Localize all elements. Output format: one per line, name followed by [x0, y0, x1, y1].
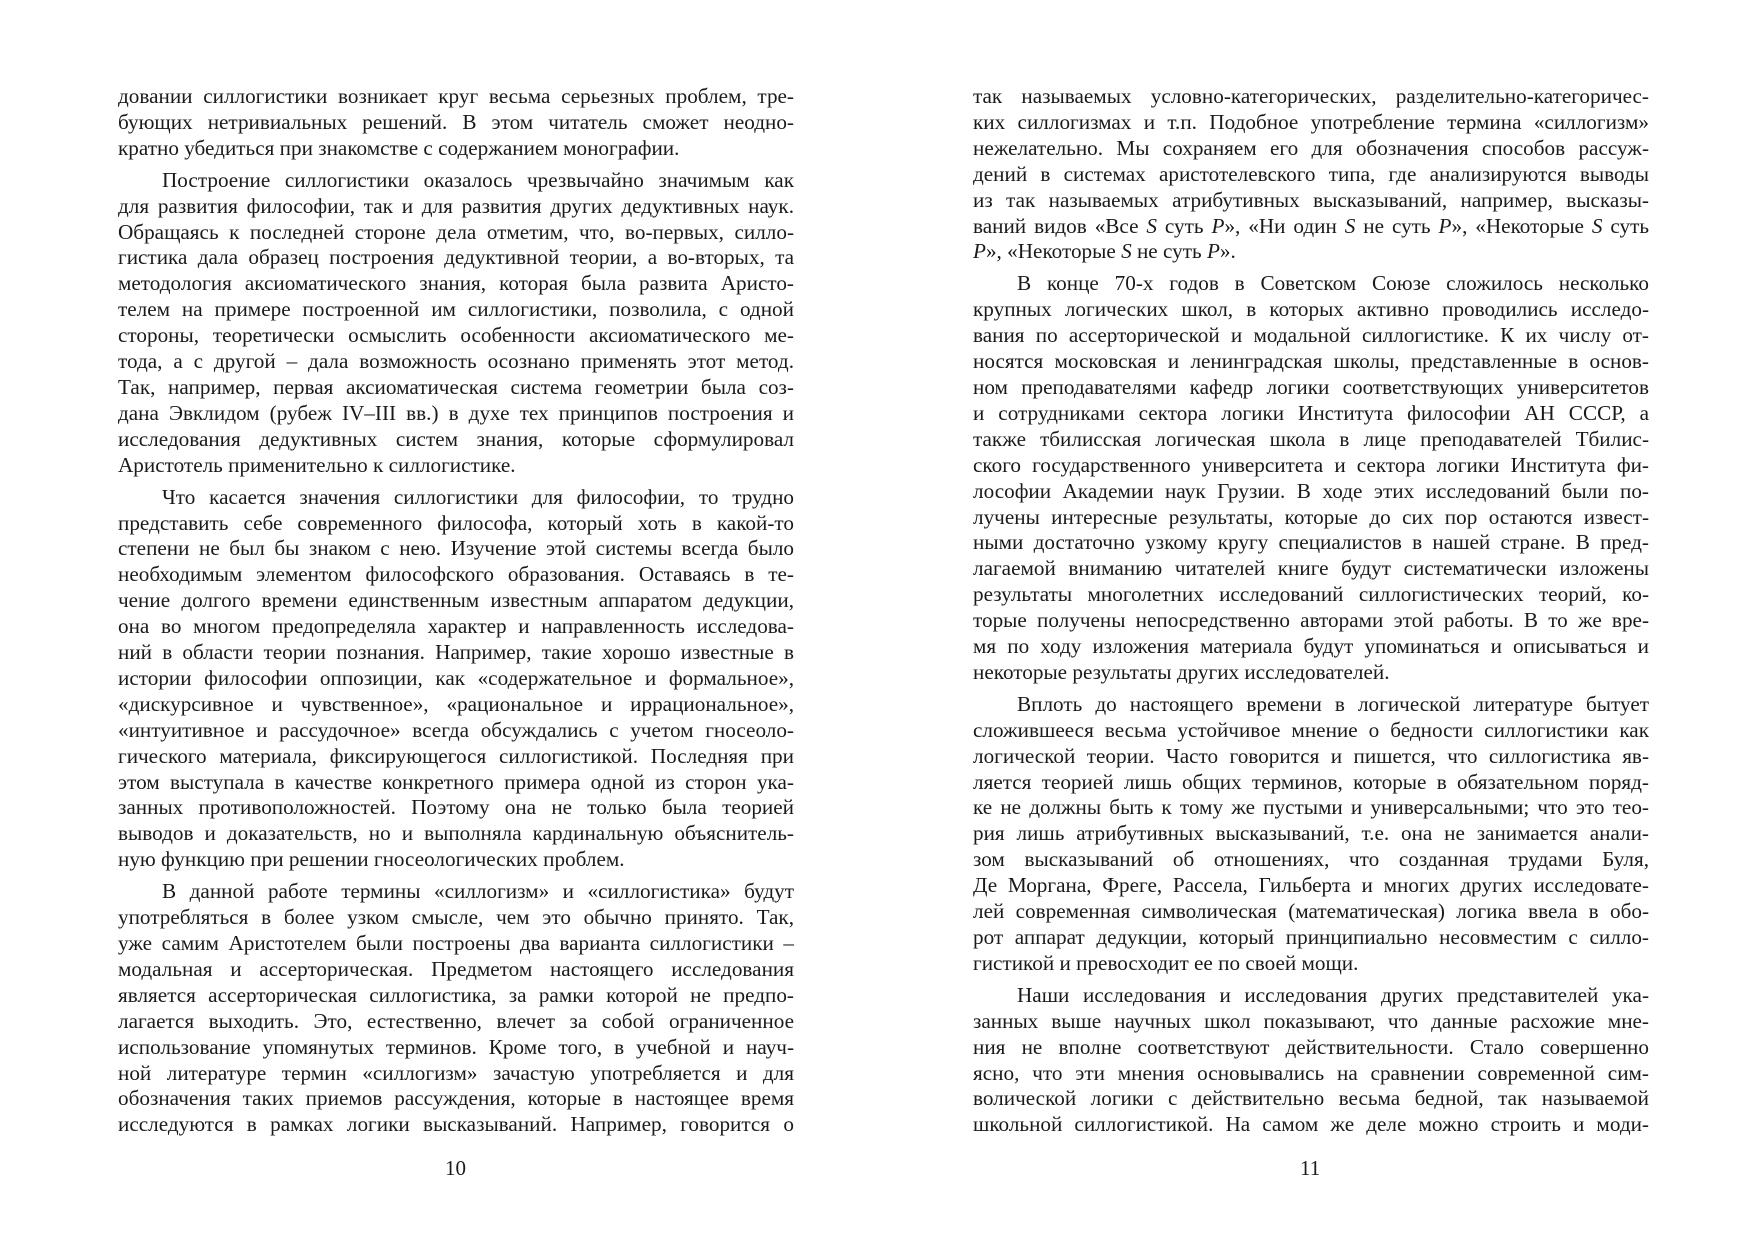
text-line: является ассерторическая силлогистика, за рамки которой не предпо- — [118, 982, 794, 1007]
text-line: Обращаясь к последней стороне дела отметим, что, во-первых, силло- — [118, 219, 794, 244]
paragraph — [973, 692, 1649, 977]
text-line: представить себе современного философа, который хоть в какой-то — [118, 510, 794, 535]
text-line: так называемых условно-категорических, разделительно-категоричес- — [973, 84, 1649, 108]
text-line: стороны, теоретически осмыслить особенности аксиоматического ме- — [118, 323, 794, 348]
text-line: ке не должны быть к тому же пустыми и универсальными; что это тео- — [973, 795, 1649, 820]
text-line: из так называемых атрибутивных высказываний, например, высказы- — [973, 187, 1649, 212]
text-line: вания по ассерторической и модальной силлогистике. К их числу от- — [973, 323, 1649, 348]
text-line: ского государственного университета и сектора логики Института фи- — [973, 452, 1649, 477]
text-line: кратно убедиться при знакомстве с содержанием монографии. — [118, 135, 680, 160]
text-line: нежелательно. Мы сохраняем его для обозначения способов рассуж- — [973, 135, 1649, 160]
text-line: «дискурсивное и чувственное», «рациональное и иррациональное», — [118, 691, 794, 716]
text-line: ными достаточно узкому кругу специалистов в нашей стране. В пред- — [973, 530, 1649, 555]
text-line: употребляться в более узком смысле, чем это обычно принято. Так, — [118, 905, 794, 930]
text-line: этом выступала в качестве конкретного примера одной из сторон ука- — [118, 769, 794, 794]
text-line: Что касается значения силлогистики для философии, то трудно — [162, 484, 794, 509]
text-line: ких силлогизмах и т.п. Подобное употребление термина «силлогизм» — [973, 109, 1649, 134]
text-line: логической теории. Часто говорится и пишется, что силлогистика яв- — [973, 743, 1649, 768]
paragraph — [973, 983, 1649, 1138]
text-line: выводов и доказательств, но и выполняла кардинальную объяснитель- — [118, 821, 794, 846]
text-line: чение долгого времени единственным известным аппаратом дедукции, — [118, 588, 794, 613]
text-line: исследуются в рамках логики высказываний. Например, говорится о — [118, 1112, 794, 1137]
text-line: волической логики с действительно весьма бедной, так называемой — [973, 1086, 1649, 1111]
text-line: гистика дала образец построения дедуктивной теории, а во-вторых, та — [118, 245, 794, 270]
text-line: модальная и ассерторическая. Предметом настоящего исследования — [118, 956, 794, 981]
text-line: ваний видов «Все S суть P», «Ни один S не суть P», «Некоторые S суть — [973, 213, 1649, 238]
text-line: школьной силлогистикой. На самом же деле можно строить и моди- — [973, 1112, 1649, 1137]
text-line: Аристотель применительно к силлогистике. — [118, 452, 516, 477]
text-line: использование упомянутых терминов. Кроме того, в учебной и науч- — [118, 1034, 794, 1059]
text-line: Вплоть до настоящего времени в логической литературе бытует — [1017, 691, 1649, 716]
paragraph — [973, 84, 1649, 265]
text-line: торые получены непосредственно авторами этой работы. В то же вре- — [973, 608, 1649, 633]
text-line: истории философии оппозиции, как «содержательное и формальное», — [118, 665, 794, 690]
text-line: телем на примере построенной им силлогистики, позволила, с одной — [118, 297, 794, 322]
page-number-right: 11 — [1300, 1156, 1321, 1180]
text-line: ную функцию при решении гносеологических проблем. — [118, 847, 625, 872]
text-line: В данной работе термины «силлогизм» и «силлогистика» будут — [162, 879, 794, 904]
text-line: сложившееся весьма устойчивое мнение о бедности силлогистики как — [973, 717, 1649, 742]
text-line: занных противоположностей. Поэтому она не только была теорией — [118, 795, 794, 820]
text-line: лософии Академии наук Грузии. В ходе этих исследований были по- — [973, 478, 1649, 503]
right-page — [973, 84, 1649, 1138]
text-line: ляется теорией лишь общих терминов, которые в обязательном поряд- — [973, 769, 1649, 794]
text-line: дана Эвклидом (рубеж IV–III вв.) в духе тех принципов построения и — [118, 400, 794, 425]
text-line: гического материала, фиксирующегося силлогистикой. Последняя при — [118, 743, 794, 768]
text-line: Построение силлогистики оказалось чрезвычайно значимым как — [162, 167, 794, 192]
text-line: мя по ходу изложения материала будут упоминаться и описываться и — [973, 634, 1649, 659]
text-line: крупных логических школ, в которых активно проводились исследо- — [973, 297, 1649, 322]
paragraph — [973, 271, 1649, 686]
text-line: необходимым элементом философского образования. Оставаясь в те- — [118, 562, 794, 587]
text-line: результаты многолетних исследований силлогистических теорий, ко- — [973, 582, 1649, 607]
text-line: уже самим Аристотелем были построены два варианта силлогистики – — [118, 931, 794, 955]
text-line: лучены интересные результаты, которые до сих пор остаются извест- — [973, 504, 1649, 529]
text-line: дений в системах аристотелевского типа, где анализируются выводы — [973, 161, 1649, 186]
text-line: Де Моргана, Фреге, Рассела, Гильберта и многих других исследовате- — [973, 873, 1649, 898]
paragraph — [118, 485, 794, 874]
text-line: Так, например, первая аксиоматическая система геометрии была соз- — [118, 374, 794, 399]
text-line: и сотрудниками сектора логики Института философии АН СССР, а — [973, 400, 1649, 425]
text-line: исследования дедуктивных систем знания, которые сформулировал — [118, 426, 794, 451]
text-line: зом высказываний об отношениях, что созданная трудами Буля, — [973, 847, 1649, 872]
page-number-left: 10 — [445, 1156, 466, 1180]
text-line: методология аксиоматического знания, которая была развита Аристо- — [118, 271, 794, 296]
text-line: некоторые результаты других исследователей. — [973, 659, 1390, 684]
paragraph — [118, 879, 794, 1138]
text-line: лагается выходить. Это, естественно, влечет за собой ограниченное — [118, 1008, 794, 1033]
text-line: она во многом предопределяла характер и направленность исследова- — [118, 614, 794, 639]
text-line: P», «Некоторые S не суть P». — [973, 239, 1236, 264]
text-line: ясно, что эти мнения основывались на сравнении современной сим- — [973, 1060, 1649, 1085]
text-line: бующих нетривиальных решений. В этом читатель сможет неодно- — [118, 109, 794, 134]
text-line: рия лишь атрибутивных высказываний, т.е. она не занимается анали- — [973, 821, 1649, 846]
text-line: ной литературе термин «силлогизм» зачастую употребляется и для — [118, 1060, 794, 1085]
text-line: ния не вполне соответствуют действительности. Стало совершенно — [973, 1034, 1649, 1059]
paragraph — [118, 168, 794, 479]
text-line: степени не был бы знаком с нею. Изучение этой системы всегда было — [118, 536, 794, 561]
text-line: лагаемой вниманию читателей книге будут систематически изложены — [973, 556, 1649, 581]
text-line: В конце 70-х годов в Советском Союзе сложилось несколько — [1017, 271, 1649, 296]
text-line: ном преподавателями кафедр логики соответствующих университетов — [973, 374, 1649, 399]
text-line: «интуитивное и рассудочное» всегда обсуждались с учетом гносеоло- — [118, 717, 794, 742]
text-line: тода, а с другой – дала возможность осознано применять этот метод. — [118, 349, 794, 374]
paragraph — [118, 84, 794, 162]
text-line: для развития философии, так и для развития других дедуктивных наук. — [118, 193, 794, 218]
text-line: Наши исследования и исследования других представителей ука- — [1017, 982, 1649, 1007]
text-line: носятся московская и ленинградская школы, представленные в основ- — [973, 349, 1649, 374]
text-line: гистикой и превосходит ее по своей мощи. — [973, 950, 1359, 975]
text-line: занных выше научных школ показывают, что данные расхожие мне- — [973, 1008, 1649, 1033]
text-line: обозначения таких приемов рассуждения, которые в настоящее время — [118, 1086, 794, 1111]
text-line: также тбилисская логическая школа в лице преподавателей Тбилис- — [973, 426, 1649, 451]
text-line: ний в области теории познания. Например, такие хорошо известные в — [118, 640, 794, 665]
text-line: лей современная символическая (математическая) логика ввела в обо- — [973, 899, 1649, 924]
text-line: рот аппарат дедукции, который принципиально несовместим с силло- — [973, 925, 1649, 949]
text-line: довании силлогистики возникает круг весьма серьезных проблем, тре- — [118, 84, 794, 108]
left-page — [118, 84, 794, 1138]
